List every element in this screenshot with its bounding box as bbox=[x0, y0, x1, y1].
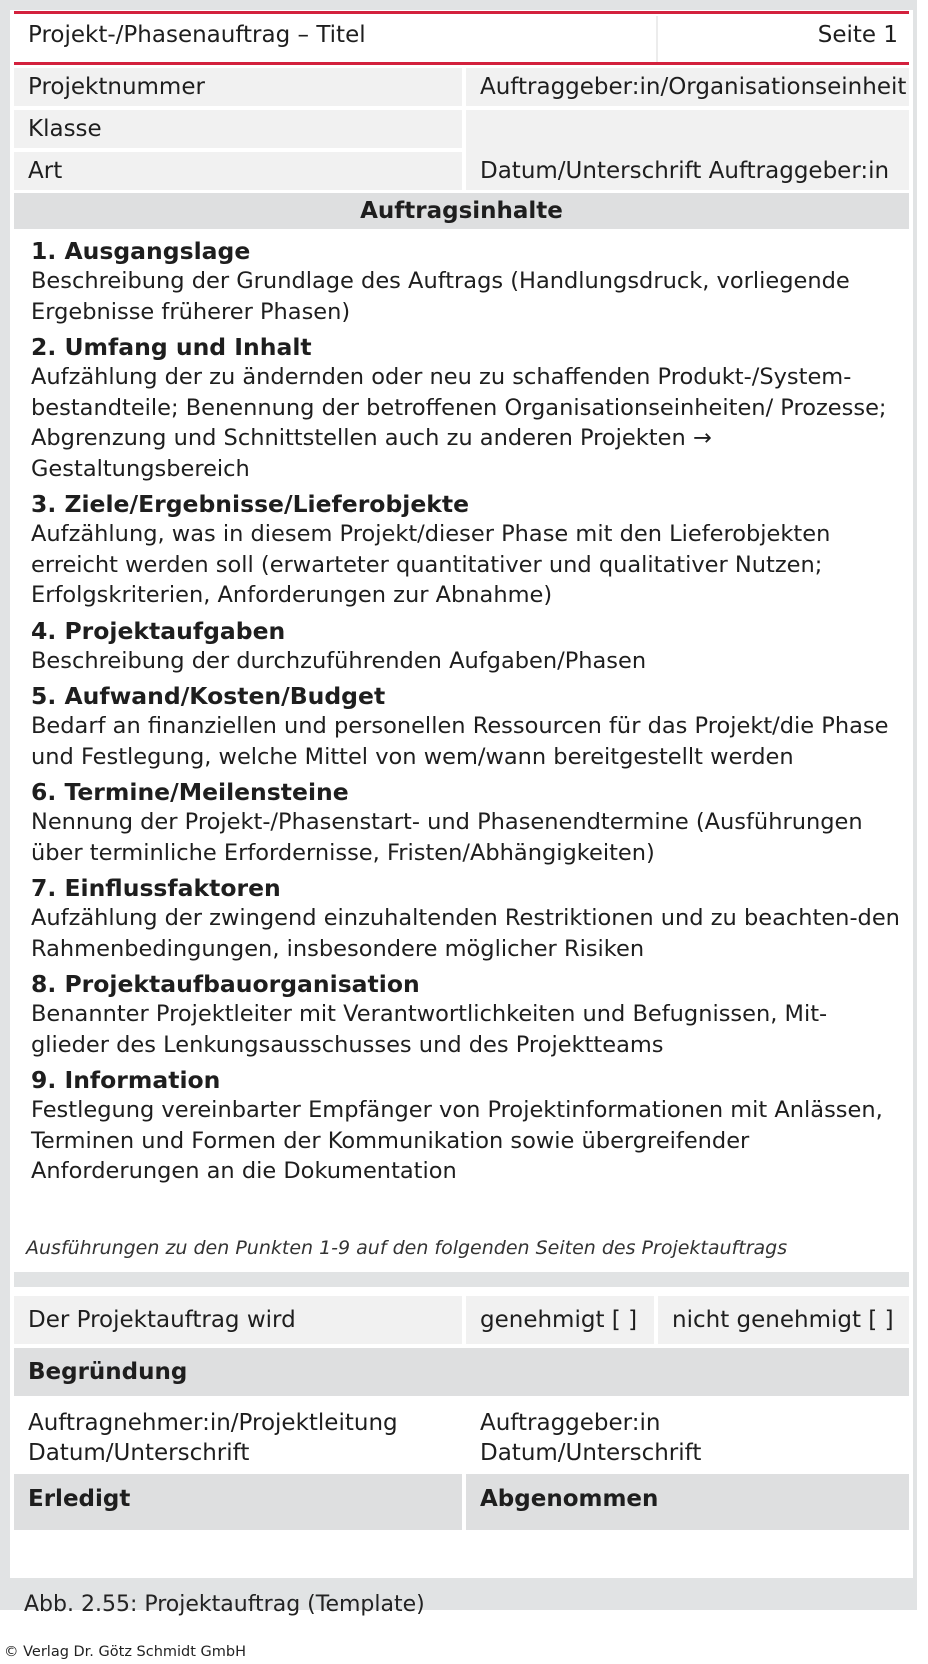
item-title: 2. Umfang und Inhalt bbox=[31, 333, 312, 361]
contractor-role: Auftragnehmer:in/Projektleitung bbox=[28, 1410, 398, 1436]
item-text: Nennung der Projekt-/Phasenstart- und Phasenendtermine (Ausführungen über terminliche Erfordernisse, Fristen/Abhängigkeiten) bbox=[31, 809, 863, 866]
item-text: Bedarf an finanziellen und personellen Ressourcen für das Projekt/die Phase und Festlegung, welche Mittel von wem/wann bereitgestellt werden bbox=[31, 713, 889, 770]
client-date-signature: Datum/Unterschrift bbox=[480, 1440, 702, 1466]
rejected-checkbox[interactable] bbox=[658, 1296, 909, 1344]
rejected-text: nicht genehmigt [ ] bbox=[672, 1307, 894, 1333]
contractor-date-signature: Datum/Unterschrift bbox=[28, 1440, 250, 1466]
class-label: Klasse bbox=[28, 116, 102, 142]
list-item bbox=[31, 489, 901, 611]
accepted-field[interactable] bbox=[466, 1474, 909, 1530]
approved-checkbox[interactable] bbox=[466, 1296, 654, 1344]
item-title: 6. Termine/Meilensteine bbox=[31, 778, 349, 806]
item-text: Benannter Projektleiter mit Verantwortlichkeiten und Befugnissen, Mit-glieder des Lenkungsausschusses und des Projektteams bbox=[31, 1001, 828, 1058]
list-item bbox=[31, 873, 901, 964]
item-text: Beschreibung der durchzuführenden Aufgaben/Phasen bbox=[31, 647, 647, 674]
item-text: Beschreibung der Grundlage des Auftrags (Handlungsdruck, vorliegende Ergebnisse früherer Phasen) bbox=[31, 268, 850, 325]
header-divider bbox=[656, 16, 658, 62]
figure-caption: Abb. 2.55: Projektauftrag (Template) bbox=[24, 1592, 425, 1617]
approved-text: genehmigt [ ] bbox=[480, 1307, 638, 1333]
project-number-field[interactable] bbox=[14, 68, 462, 106]
form-title: Projekt-/Phasenauftrag – Titel bbox=[28, 22, 366, 48]
client-role: Auftraggeber:in bbox=[480, 1410, 661, 1436]
item-title: 9. Information bbox=[31, 1066, 221, 1094]
type-field[interactable] bbox=[14, 152, 462, 190]
approval-label bbox=[14, 1296, 462, 1344]
item-title: 7. Einflussfaktoren bbox=[31, 874, 281, 902]
section-divider bbox=[14, 1272, 909, 1287]
item-text: Aufzählung der zu ändernden oder neu zu schaffenden Produkt-/System-bestandteile; Benennung der betroffenen Organisationseinheiten/ Prozesse; Abgrenzung und Schnittstellen auch zu anderen Projekten → Gestaltungsbereich bbox=[31, 364, 887, 482]
type-label: Art bbox=[28, 158, 63, 184]
reason-field[interactable] bbox=[14, 1348, 909, 1396]
list-item bbox=[31, 777, 901, 868]
client-signature-field[interactable] bbox=[466, 110, 909, 190]
client-unit-field[interactable] bbox=[466, 68, 909, 106]
list-item bbox=[31, 332, 901, 484]
item-text: Aufzählung der zwingend einzuhaltenden Restriktionen und zu beachten-den Rahmenbedingungen, insbesondere möglicher Risiken bbox=[31, 905, 900, 962]
item-title: 8. Projektaufbauorganisation bbox=[31, 970, 420, 998]
item-title: 5. Aufwand/Kosten/Budget bbox=[31, 682, 386, 710]
accepted-label: Abgenommen bbox=[480, 1486, 659, 1512]
contents-list bbox=[31, 236, 901, 1192]
class-field[interactable] bbox=[14, 110, 462, 148]
contents-heading: Auftragsinhalte bbox=[14, 193, 909, 229]
list-item bbox=[31, 681, 901, 772]
project-number-label: Projektnummer bbox=[28, 74, 205, 100]
contents-note: Ausführungen zu den Punkten 1-9 auf den folgenden Seiten des Projektauftrags bbox=[26, 1237, 788, 1259]
reason-label: Begründung bbox=[28, 1359, 188, 1385]
copyright-notice: © Verlag Dr. Götz Schmidt GmbH bbox=[4, 1644, 247, 1660]
client-approval-signature-field[interactable] bbox=[466, 1400, 909, 1470]
item-title: 3. Ziele/Ergebnisse/Lieferobjekte bbox=[31, 490, 470, 518]
approval-label-text: Der Projektauftrag wird bbox=[28, 1307, 296, 1333]
item-title: 1. Ausgangslage bbox=[31, 237, 251, 265]
client-signature-label: Datum/Unterschrift Auftraggeber:in bbox=[480, 158, 890, 184]
page-number: Seite 1 bbox=[817, 22, 898, 48]
list-item bbox=[31, 616, 901, 677]
list-item bbox=[31, 1065, 901, 1187]
list-item bbox=[31, 236, 901, 327]
client-unit-label: Auftraggeber:in/Organisationseinheit bbox=[480, 74, 907, 100]
item-title: 4. Projektaufgaben bbox=[31, 616, 286, 645]
item-text: Aufzählung, was in diesem Projekt/dieser Phase mit den Lieferobjekten erreicht werden soll (erwarteter quantitativer und qualitativer Nutzen; Erfolgskriterien, Anforderungen zur Abnahme) bbox=[31, 521, 831, 608]
done-label: Erledigt bbox=[28, 1486, 131, 1512]
done-field[interactable] bbox=[14, 1474, 462, 1530]
header-bottom-rule bbox=[14, 62, 909, 65]
list-item bbox=[31, 969, 901, 1060]
contractor-signature-field[interactable] bbox=[14, 1400, 462, 1470]
header-top-rule bbox=[14, 11, 909, 14]
item-text: Festlegung vereinbarter Empfänger von Projektinformationen mit Anlässen, Terminen und Formen der Kommunikation sowie übergreifender Anforderungen an die Dokumentation bbox=[31, 1097, 883, 1184]
